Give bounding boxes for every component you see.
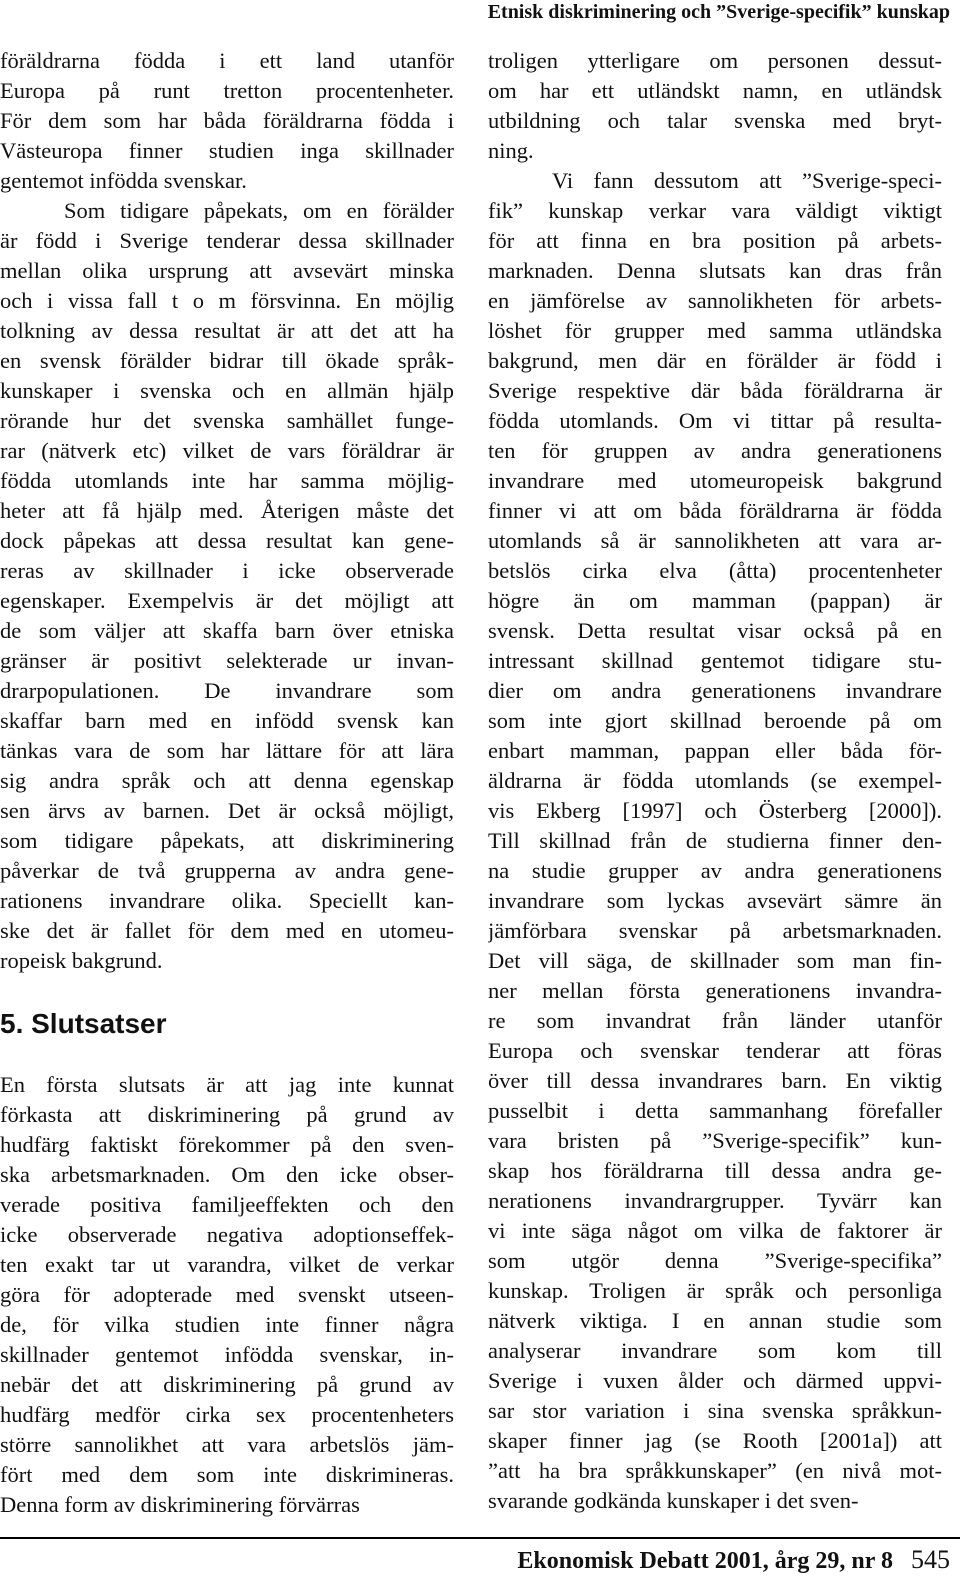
section-heading: 5. Slutsatser xyxy=(0,1008,167,1039)
text-line: bakgrund, men där en förälder är född i xyxy=(488,348,942,373)
text-line: troligen ytterligare om personen dessut- xyxy=(488,48,942,73)
text-line: som utgör denna ”Sverige-specifika” xyxy=(488,1248,942,1273)
text-line: vis Ekberg [1997] och Österberg [2000]). xyxy=(488,798,942,823)
text-line: en svensk förälder bidrar till ökade språk- xyxy=(0,348,454,373)
text-line: vara bristen på ”Sverige-specifik” kun- xyxy=(488,1128,942,1153)
text-line: Sverige respektive där båda föräldrarna är xyxy=(488,378,942,403)
text-line: föräldrarna födda i ett land utanför xyxy=(0,48,454,73)
text-line: födda utomlands. Om vi tittar på resulta- xyxy=(488,408,942,433)
text-line: nätverk viktiga. I en annan studie som xyxy=(488,1308,942,1333)
text-line: intressant skillnad gentemot tidigare stu- xyxy=(488,648,942,673)
text-line: betslös cirka elva (åtta) procentenheter xyxy=(488,558,942,583)
text-line: Vi fann dessutom att ”Sverige-speci- xyxy=(552,168,942,193)
text-line: Det vill säga, de skillnader som man fin- xyxy=(488,948,942,973)
text-line: hudfärg medför cirka sex procentenheters xyxy=(0,1402,454,1427)
journal-citation: Ekonomisk Debatt 2001, årg 29, nr 8 xyxy=(517,1548,893,1574)
text-line: de som väljer att skaffa barn över etniska xyxy=(0,618,454,643)
text-line: skaffar barn med en infödd svensk kan xyxy=(0,708,454,733)
right-column xyxy=(488,46,942,1516)
text-line: sar stor variation i sina svenska språkkun- xyxy=(488,1398,942,1423)
text-line: för att finna en bra position på arbets- xyxy=(488,228,942,253)
text-line: fört med dem som inte diskrimineras. xyxy=(0,1462,454,1487)
left-column-text-top xyxy=(0,46,454,976)
text-line: Västeuropa finner studien inga skillnader xyxy=(0,138,454,163)
text-line: Sverige i vuxen ålder och därmed uppvi- xyxy=(488,1368,942,1393)
text-line: födda utomlands inte har samma möjlig- xyxy=(0,468,454,493)
text-line: ska arbetsmarknaden. Om den icke obser- xyxy=(0,1162,454,1187)
text-line: göra för adopterade med svenskt utseen- xyxy=(0,1282,454,1307)
text-line: ten för gruppen av andra generationens xyxy=(488,438,942,463)
text-line: ropeisk bakgrund. xyxy=(0,948,163,973)
text-line: över till dessa invandrares barn. En viktig xyxy=(488,1068,942,1093)
text-line: de, för vilka studien inte finner några xyxy=(0,1312,454,1337)
text-line: sen ärvs av barnen. Det är också möjligt, xyxy=(0,798,454,823)
text-line: som tidigare påpekats, att diskriminering xyxy=(0,828,454,853)
text-line: mellan olika ursprung att avsevärt minska xyxy=(0,258,454,283)
text-line: vi inte säga något om vilka de faktorer är xyxy=(488,1218,942,1243)
text-line: ten exakt tar ut varandra, vilket de verkar xyxy=(0,1252,454,1277)
text-line: nebär det att diskriminering på grund av xyxy=(0,1372,454,1397)
text-line: verade positiva familjeeffekten och den xyxy=(0,1192,454,1217)
text-line: dock påpekas att dessa resultat kan gene- xyxy=(0,528,454,553)
text-line: ”att ha bra språkkunskaper” (en nivå mot- xyxy=(488,1458,942,1483)
text-line: Som tidigare påpekats, om en förälder xyxy=(64,198,454,223)
text-line: nerationens invandrargrupper. Tyvärr kan xyxy=(488,1188,942,1213)
text-line: om har ett utländskt namn, en utländsk xyxy=(488,78,942,103)
text-line: och i vissa fall t o m försvinna. En möjlig xyxy=(0,288,454,313)
left-column-text-bottom xyxy=(0,1070,454,1520)
text-line: större sannolikhet att vara arbetslös jäm- xyxy=(0,1432,454,1457)
right-column-text xyxy=(488,46,942,1516)
text-line: icke observerade negativa adoptionseffek- xyxy=(0,1222,454,1247)
text-line: gränser är positivt selekterade ur invan- xyxy=(0,648,454,673)
text-line: Europa och svenskar tenderar att föras xyxy=(488,1038,942,1063)
text-line: finner vi att om båda föräldrarna är födda xyxy=(488,498,942,523)
text-line: ning. xyxy=(488,138,534,163)
text-line: invandrare som lyckas avsevärt sämre än xyxy=(488,888,942,913)
text-line: svarande godkända kunskaper i det sven- xyxy=(488,1488,859,1513)
text-line: påverkar de två grupperna av andra gene- xyxy=(0,858,454,883)
text-line: jämförbara svenskar på arbetsmarknaden. xyxy=(488,918,942,943)
text-line: fik” kunskap verkar vara väldigt viktigt xyxy=(488,198,942,223)
text-line: analyserar invandrare som kom till xyxy=(488,1338,942,1363)
text-line: tolkning av dessa resultat är att det att ha xyxy=(0,318,454,343)
text-line: kunskap. Troligen är språk och personliga xyxy=(488,1278,942,1303)
text-line: egenskaper. Exempelvis är det möjligt att xyxy=(0,588,454,613)
running-head: Etnisk diskriminering och ”Sverige-specifik” kunskap xyxy=(487,1,950,23)
text-line: skillnader gentemot infödda svenskar, in- xyxy=(0,1342,454,1367)
text-line: högre än om mamman (pappan) är xyxy=(488,588,942,613)
text-line: dier om andra generationens invandrare xyxy=(488,678,942,703)
text-line: förkasta att diskriminering på grund av xyxy=(0,1102,454,1127)
text-line: som inte gjort skillnad beroende på om xyxy=(488,708,942,733)
page-footer xyxy=(517,1544,950,1577)
text-line: rar (nätverk etc) vilket de vars föräldrar är xyxy=(0,438,454,463)
left-column xyxy=(0,46,454,1520)
text-line: skap hos föräldrarna till dessa andra ge- xyxy=(488,1158,942,1183)
text-line: invandrare med utomeuropeisk bakgrund xyxy=(488,468,942,493)
text-line: gentemot infödda svenskar. xyxy=(0,168,247,193)
text-line: utbildning och talar svenska med bryt- xyxy=(488,108,942,133)
text-line: skaper finner jag (se Rooth [2001a]) att xyxy=(488,1428,942,1453)
text-line: marknaden. Denna slutsats kan dras från xyxy=(488,258,942,283)
text-line: re som invandrat från länder utanför xyxy=(488,1008,942,1033)
text-line: rationens invandrare olika. Speciellt kan- xyxy=(0,888,454,913)
text-line: ner mellan första generationens invandra- xyxy=(488,978,942,1003)
text-line: reras av skillnader i icke observerade xyxy=(0,558,454,583)
text-line: sig andra språk och att denna egenskap xyxy=(0,768,454,793)
text-line: En första slutsats är att jag inte kunnat xyxy=(0,1072,454,1097)
text-line: svensk. Detta resultat visar också på en xyxy=(488,618,942,643)
text-line: ske det är fallet för dem med en utomeu- xyxy=(0,918,454,943)
text-line: äldrarna är födda utomlands (se exempel- xyxy=(488,768,942,793)
text-line: kunskaper i svenska och en allmän hjälp xyxy=(0,378,454,403)
text-line: utomlands så är sannolikheten att vara ar- xyxy=(488,528,942,553)
text-line: heter att få hjälp med. Återigen måste det xyxy=(0,498,454,523)
text-line: Till skillnad från de studierna finner den- xyxy=(488,828,942,853)
text-line: Denna form av diskriminering förvärras xyxy=(0,1492,360,1517)
text-line: rörande hur det svenska samhället funge- xyxy=(0,408,454,433)
text-line: drarpopulationen. De invandrare som xyxy=(0,678,454,703)
footer-rule xyxy=(0,1537,960,1539)
text-line: Europa på runt tretton procentenheter. xyxy=(0,78,454,103)
page-number: 545 xyxy=(911,1545,950,1574)
text-line: tänkas vara de som har lättare för att lära xyxy=(0,738,454,763)
text-line: enbart mamman, pappan eller båda för- xyxy=(488,738,942,763)
text-line: en jämförelse av sannolikheten för arbets- xyxy=(488,288,942,313)
text-line: na studie grupper av andra generationens xyxy=(488,858,942,883)
text-line: löshet för grupper med samma utländska xyxy=(488,318,942,343)
text-line: För dem som har båda föräldrarna födda i xyxy=(0,108,454,133)
text-line: pusselbit i detta sammanhang förefaller xyxy=(488,1098,942,1123)
text-line: är född i Sverige tenderar dessa skillnader xyxy=(0,228,454,253)
text-line: hudfärg faktiskt förekommer på den sven- xyxy=(0,1132,454,1157)
